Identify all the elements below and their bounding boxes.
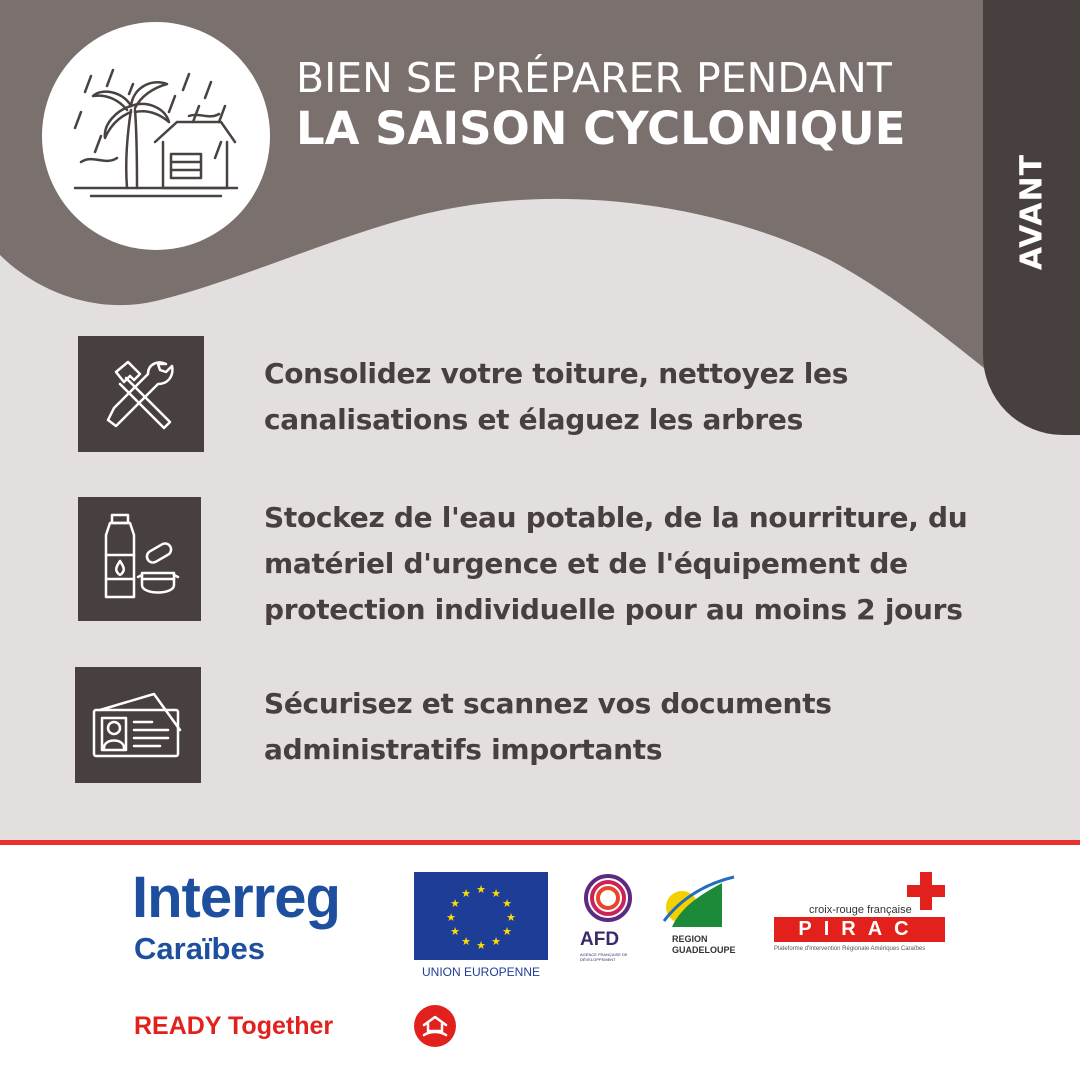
item-1-line-2: canalisations et élaguez les arbres — [264, 403, 803, 436]
item-1-line-1: Consolidez votre toiture, nettoyez les — [264, 357, 849, 390]
afd-name: AFD — [580, 929, 620, 950]
title-line-2: LA SAISON CYCLONIQUE — [296, 102, 906, 155]
region-logo — [652, 875, 736, 940]
side-tab-label-wrap — [983, 0, 1080, 435]
red-cross-icon — [907, 872, 945, 910]
eu-flag — [414, 872, 548, 960]
svg-text:★: ★ — [502, 897, 512, 910]
afd-rings-icon — [578, 872, 638, 928]
region-guadeloupe-icon — [652, 875, 736, 935]
svg-text:★: ★ — [450, 925, 460, 938]
item-2-line-3: protection individuelle pour au moins 2 jours — [264, 593, 963, 626]
eu-label: UNION EUROPENNE — [421, 965, 540, 979]
svg-text:★: ★ — [491, 935, 501, 948]
item-text-3 — [264, 681, 832, 773]
interreg-logo-name: Interreg — [132, 865, 340, 930]
item-2-line-2: matériel d'urgence et de l'équipement de — [264, 547, 908, 580]
region-name — [672, 934, 736, 956]
supplies-icon — [100, 511, 180, 607]
afd-logo — [578, 872, 642, 933]
interreg-logo-region: Caraïbes — [134, 931, 265, 966]
item-text-1 — [264, 351, 848, 443]
svg-text:★: ★ — [502, 925, 512, 938]
item-icon-box-2 — [78, 497, 201, 621]
pirac-subtitle: Plateforme d'Intervention Régionale Amériques Caraïbes — [774, 946, 926, 952]
hero-circle — [42, 22, 270, 250]
ready-together-label: READY Together — [134, 1012, 334, 1040]
id-card-icon — [90, 690, 186, 760]
svg-text:★: ★ — [506, 911, 516, 924]
ready-house-glyph — [422, 1015, 448, 1037]
svg-text:★: ★ — [476, 883, 486, 896]
svg-text:★: ★ — [461, 935, 471, 948]
pirac-logo: PIRAC — [774, 917, 945, 942]
svg-text:★: ★ — [446, 911, 456, 924]
item-text-2 — [264, 495, 967, 633]
page-title — [296, 54, 905, 156]
item-icon-box-3 — [75, 667, 201, 783]
title-line-1: BIEN SE PRÉPARER PENDANT — [296, 54, 892, 102]
svg-text:★: ★ — [450, 897, 460, 910]
tools-icon — [96, 354, 186, 434]
region-line-1: REGION — [672, 934, 708, 944]
region-line-2: GUADELOUPE — [672, 945, 736, 955]
svg-text:★: ★ — [461, 887, 471, 900]
hurricane-palm-house-icon — [71, 66, 241, 206]
eu-stars-icon — [414, 872, 548, 960]
afd-subtitle: AGENCE FRANÇAISE DE DÉVELOPPEMENT — [580, 952, 628, 962]
ready-house-icon — [414, 1005, 456, 1047]
item-icon-box-1 — [78, 336, 204, 452]
svg-text:★: ★ — [491, 887, 501, 900]
item-3-line-1: Sécurisez et scannez vos documents — [264, 687, 832, 720]
svg-text:★: ★ — [476, 939, 486, 952]
crf-label: croix-rouge française — [809, 904, 912, 916]
side-tab-label: AVANT — [1014, 153, 1049, 271]
item-3-line-2: administratifs importants — [264, 733, 663, 766]
item-2-line-1: Stockez de l'eau potable, de la nourriture, du — [264, 501, 968, 534]
